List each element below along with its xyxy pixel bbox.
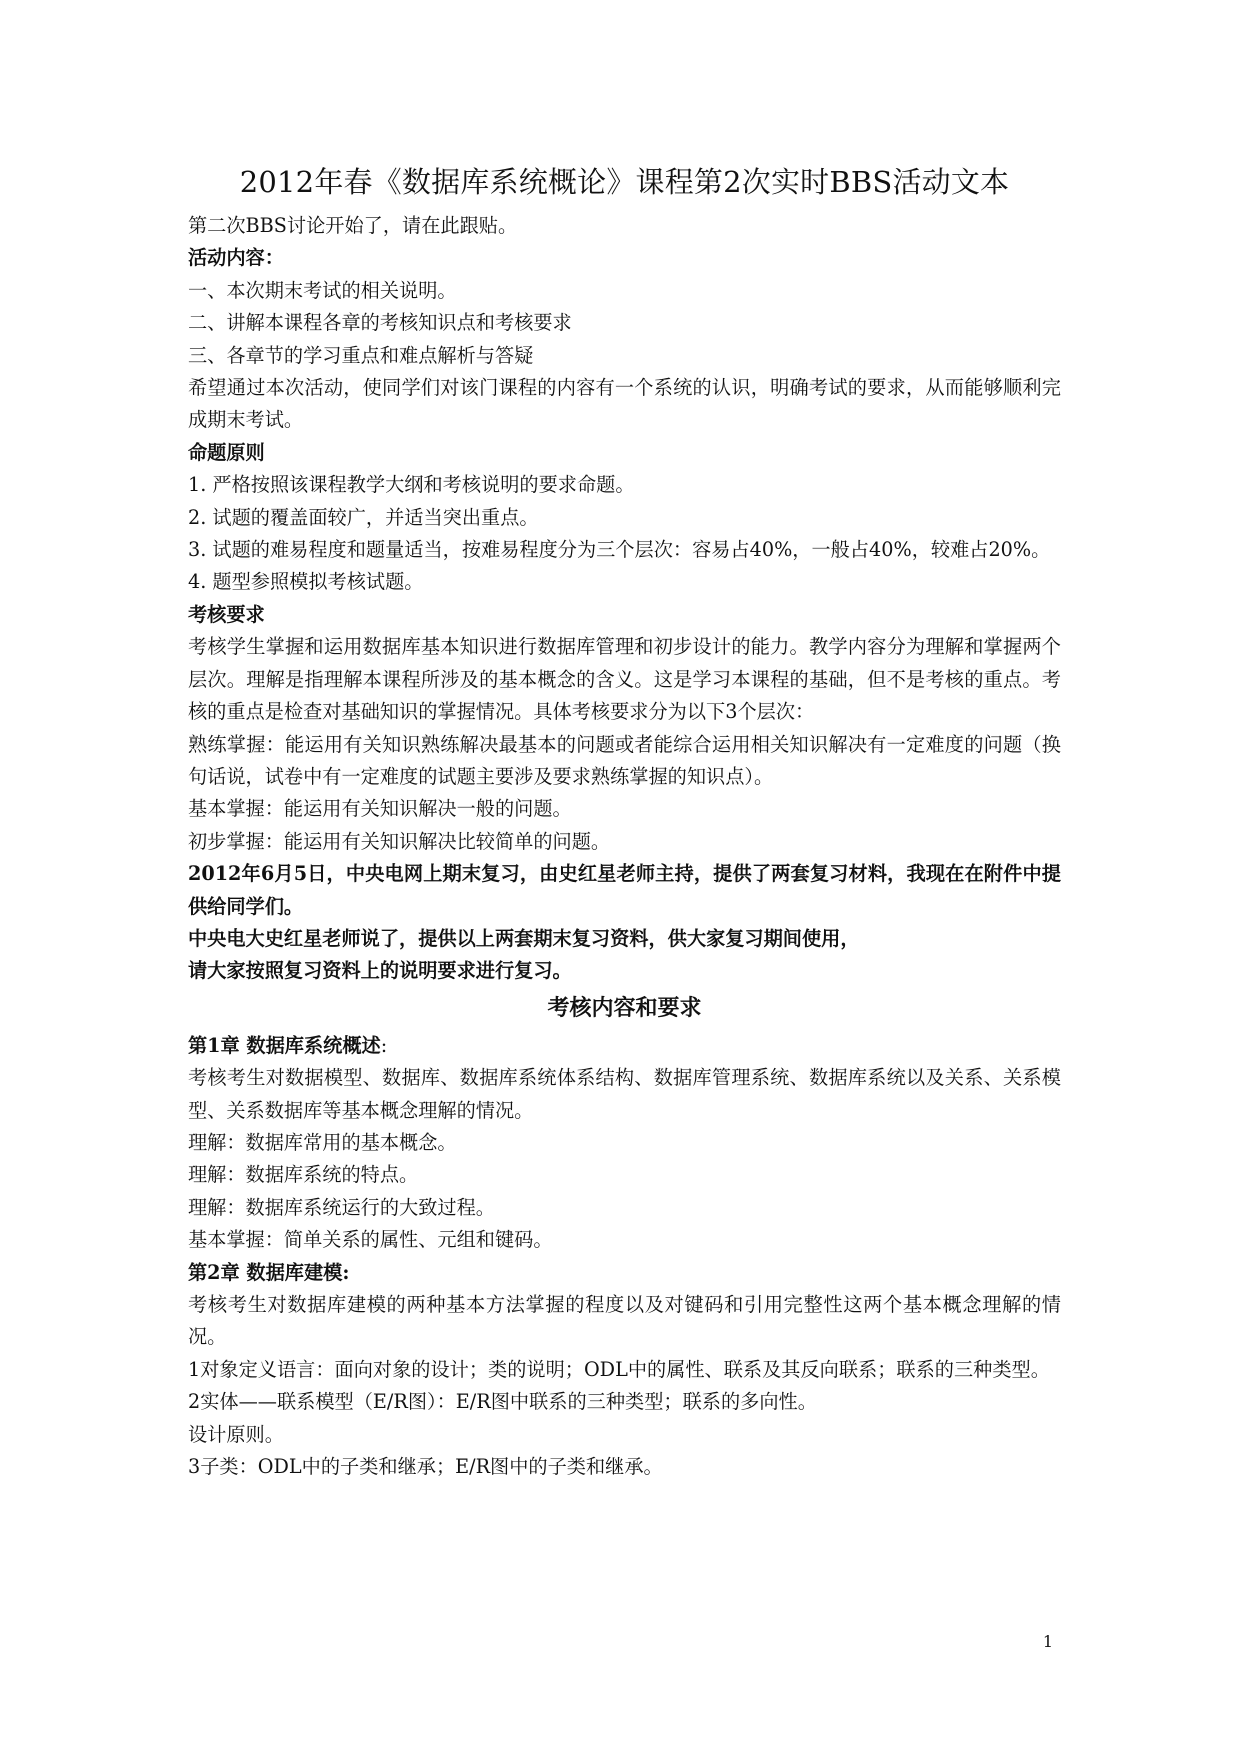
- level-item: 初步掌握：能运用有关知识解决比较简单的问题。: [188, 829, 611, 853]
- chapter-1-colon: :: [380, 1033, 388, 1057]
- chapter-2-heading: 第2章 数据库建模:: [188, 1260, 350, 1284]
- activity-item: 二、讲解本课程各章的考核知识点和考核要求: [188, 311, 572, 335]
- notice-paragraph: 中央电大史红星老师说了，提供以上两套期末复习资料，供大家复习期间使用，: [188, 926, 860, 950]
- chapter-2-item: 1对象定义语言：面向对象的设计；类的说明；ODL中的属性、联系及其反向联系；联系的三种类型。: [188, 1357, 1050, 1381]
- chapter-1-item: 理解：数据库系统的特点。: [188, 1163, 419, 1187]
- principle-item: 4. 题型参照模拟考核试题。: [188, 570, 424, 594]
- page-number: 1: [1042, 1632, 1053, 1651]
- chapter-1-description: 考核考生对数据模型、数据库、数据库系统体系结构、数据库管理系统、数据库系统以及关系、关系模型、关系数据库等基本概念理解的情况。: [188, 1066, 1061, 1122]
- chapter-1-heading-line: [188, 1030, 1061, 1062]
- principle-heading: 命题原则: [188, 440, 265, 464]
- chapter-2-item: 设计原则。: [188, 1422, 284, 1446]
- notice-paragraph: 2012年6月5日，中央电网上期末复习，由史红星老师主持，提供了两套复习材料，我现在在附件中提供给同学们。: [188, 862, 1061, 918]
- level-item: 基本掌握：能运用有关知识解决一般的问题。: [188, 797, 572, 821]
- chapter-1-item: 理解：数据库常用的基本概念。: [188, 1130, 457, 1154]
- chapter-2-description: 考核考生对数据库建模的两种基本方法掌握的程度以及对键码和引用完整性这两个基本概念理解的情况。: [188, 1293, 1061, 1349]
- activity-item: 一、本次期末考试的相关说明。: [188, 278, 457, 302]
- chapter-2-item: 3子类：ODL中的子类和继承；E/R图中的子类和继承。: [188, 1455, 663, 1479]
- chapter-2-item: 2实体——联系模型（E/R图）：E/R图中联系的三种类型；联系的多向性。: [188, 1390, 817, 1414]
- principle-item: 3. 试题的难易程度和题量适当，按难易程度分为三个层次：容易占40%，一般占40%，较难占20%。: [188, 538, 1051, 562]
- chapter-1-item: 基本掌握：简单关系的属性、元组和键码。: [188, 1228, 553, 1252]
- level-item: 熟练掌握：能运用有关知识熟练解决最基本的问题或者能综合运用相关知识解决有一定难度的问题（换句话说，试卷中有一定难度的试题主要涉及要求熟练掌握的知识点）。: [188, 732, 1061, 788]
- principle-item: 2. 试题的覆盖面较广，并适当突出重点。: [188, 505, 539, 529]
- intro-paragraph: 第二次BBS讨论开始了，请在此跟贴。: [188, 214, 518, 237]
- activity-heading: 活动内容：: [188, 246, 284, 270]
- chapter-1-item: 理解：数据库系统运行的大致过程。: [188, 1195, 495, 1219]
- notice-paragraph: 请大家按照复习资料上的说明要求进行复习。: [188, 959, 572, 983]
- requirement-heading: 考核要求: [188, 602, 265, 626]
- chapter-1-heading: 第1章 数据库系统概述: [188, 1033, 381, 1057]
- section-title: 考核内容和要求: [547, 994, 702, 1021]
- hope-paragraph: 希望通过本次活动，使同学们对该门课程的内容有一个系统的认识，明确考试的要求，从而能够顺利完成期末考试。: [188, 376, 1061, 432]
- principle-item: 1. 严格按照该课程教学大纲和考核说明的要求命题。: [188, 473, 635, 497]
- activity-item: 三、各章节的学习重点和难点解析与答疑: [188, 343, 534, 367]
- document-title: 2012年春《数据库系统概论》课程第2次实时BBS活动文本: [239, 165, 1010, 199]
- requirement-paragraph: 考核学生掌握和运用数据库基本知识进行数据库管理和初步设计的能力。教学内容分为理解和掌握两个层次。理解是指理解本课程所涉及的基本概念的含义。这是学习本课程的基础，但不是考核的重点。考核的重点是检查对基础知识的掌握情况。具体考核要求分为以下3个层次：: [188, 635, 1061, 724]
